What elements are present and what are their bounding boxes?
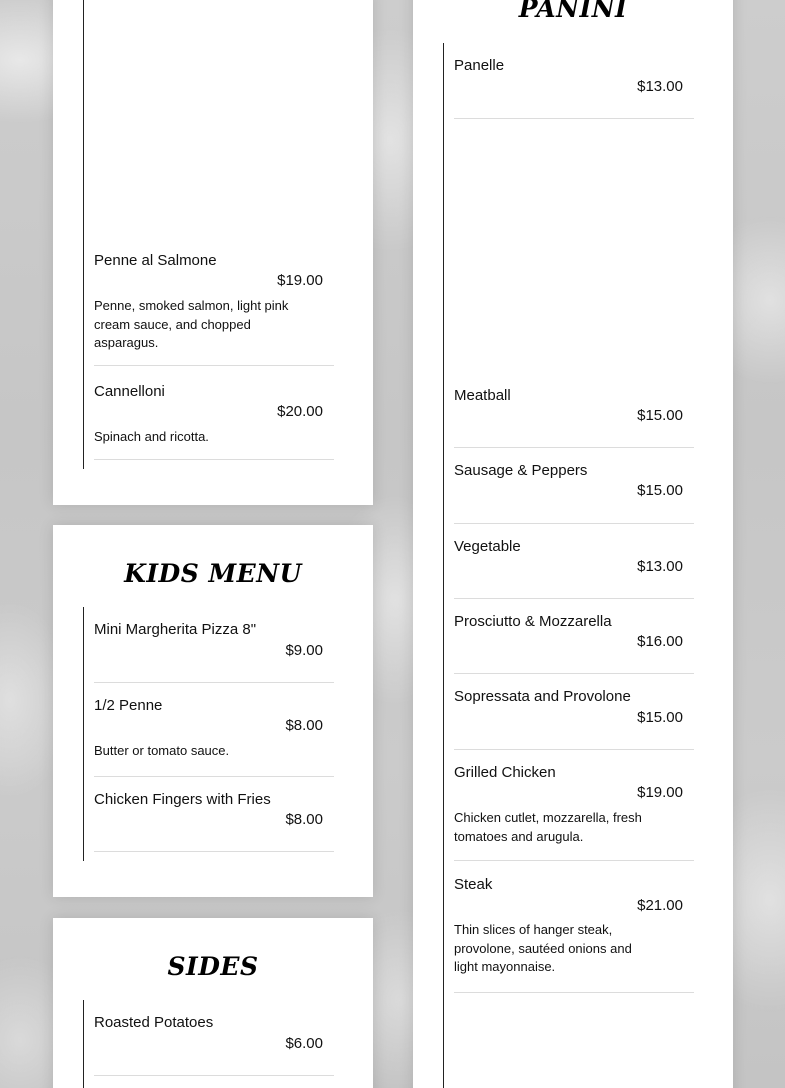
item-price: $6.00 — [285, 1035, 323, 1052]
item-price: $19.00 — [277, 272, 323, 289]
item-name: Vegetable — [454, 538, 521, 555]
item-name: Penne al Salmone — [94, 252, 217, 269]
sides-card — [53, 918, 373, 1088]
sides-items-list — [83, 1000, 334, 1088]
item-name: Mini Margherita Pizza 8" — [94, 621, 257, 638]
menu-item[interactable] — [94, 252, 334, 366]
panini-items-list — [443, 43, 694, 1088]
pasta-items-list — [83, 0, 334, 469]
item-name: Chicken Fingers with Fries — [94, 791, 271, 808]
menu-item[interactable] — [94, 621, 334, 683]
menu-item[interactable] — [454, 613, 694, 674]
item-price: $16.00 — [637, 633, 683, 650]
item-name: Steak — [454, 876, 493, 893]
item-price: $15.00 — [637, 709, 683, 726]
menu-item[interactable] — [454, 538, 694, 599]
item-price: $13.00 — [637, 558, 683, 575]
panini-card — [413, 0, 733, 1088]
menu-item[interactable] — [454, 387, 694, 448]
item-name: Cannelloni — [94, 383, 165, 400]
menu-item[interactable] — [94, 1014, 334, 1076]
menu-item[interactable] — [454, 462, 694, 524]
menu-item[interactable] — [454, 876, 694, 993]
item-price: $8.00 — [285, 811, 323, 828]
item-name: Sopressata and Provolone — [454, 688, 631, 705]
item-price: $9.00 — [285, 642, 323, 659]
menu-item[interactable] — [94, 697, 334, 777]
item-price: $21.00 — [637, 897, 683, 914]
item-description: Chicken cutlet, mozzarella, fresh tomatoes and arugula. — [454, 810, 642, 844]
kids-items-list — [83, 607, 334, 861]
item-name: Sausage & Peppers — [454, 462, 588, 479]
item-description: Spinach and ricotta. — [94, 429, 209, 444]
item-price: $15.00 — [637, 407, 683, 424]
item-price: $13.00 — [637, 78, 683, 95]
item-price: $20.00 — [277, 403, 323, 420]
menu-item[interactable] — [454, 57, 694, 119]
item-name: Meatball — [454, 387, 511, 404]
menu-item[interactable] — [454, 764, 694, 861]
section-title: KIDS MENU — [124, 559, 302, 588]
item-price: $15.00 — [637, 482, 683, 499]
menu-item[interactable] — [454, 688, 694, 750]
item-name: 1/2 Penne — [94, 697, 163, 714]
item-name: Panelle — [454, 57, 505, 74]
pasta-menu-card — [53, 0, 373, 505]
section-title: SIDES — [167, 952, 259, 981]
menu-item[interactable] — [94, 383, 334, 460]
item-name: Roasted Potatoes — [94, 1014, 214, 1031]
item-price: $19.00 — [637, 784, 683, 801]
item-price: $8.00 — [285, 717, 323, 734]
kids-menu-card — [53, 525, 373, 897]
item-description: Penne, smoked salmon, light pink cream sauce, and chopped asparagus. — [94, 298, 289, 350]
item-description: Thin slices of hanger steak, provolone, sautéed onions and light mayonnaise. — [454, 922, 632, 974]
item-name: Prosciutto & Mozzarella — [454, 613, 612, 630]
menu-item[interactable] — [94, 791, 334, 852]
item-description: Butter or tomato sauce. — [94, 743, 230, 758]
section-title: PANINI — [518, 0, 628, 23]
item-name: Grilled Chicken — [454, 764, 556, 781]
